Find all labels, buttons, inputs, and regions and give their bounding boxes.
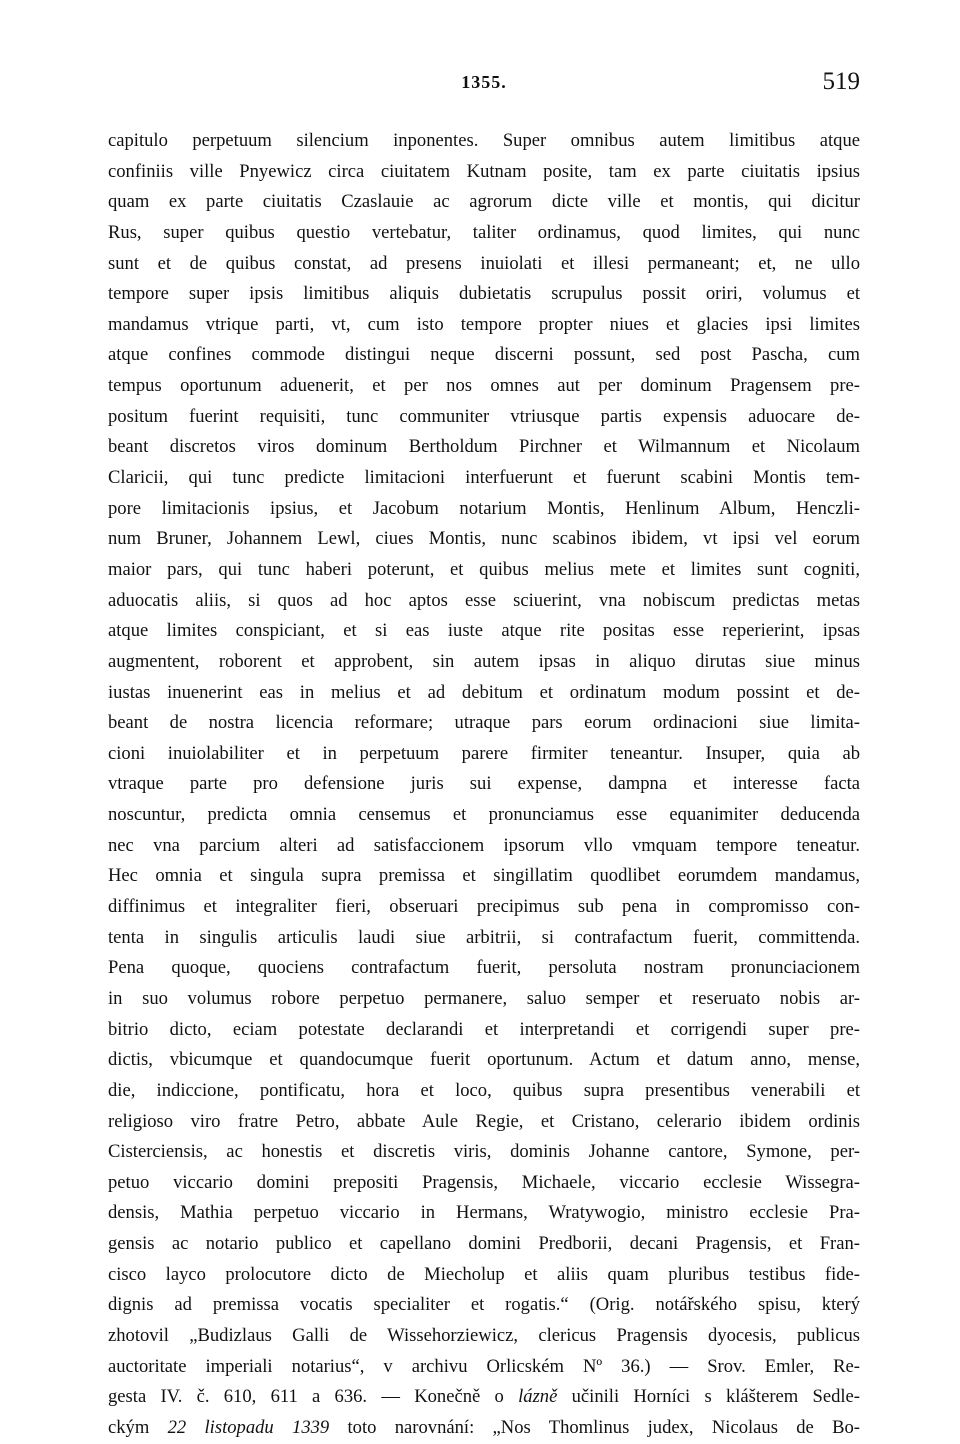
text-line: mandamus vtrique parti, vt, cum isto tempore propter niues et glacies ipsi limites [108, 313, 860, 335]
text-line: quam ex parte ciuitatis Czaslauie ac agrorum dicte ville et montis, qui dicitur [108, 191, 860, 213]
text-line: Cisterciensis, ac honestis et discretis viris, dominis Johanne cantore, Symone, per- [108, 1141, 860, 1163]
text-line: Rus, super quibus questio vertebatur, taliter ordinamus, quod limites, qui nunc [108, 221, 860, 243]
body-text [108, 126, 860, 1444]
text-line: diffinimus et integraliter fieri, obseruari precipimus sub pena in compromisso con- [108, 896, 860, 918]
text-line: in suo volumus robore perpetuo permanere, saluo semper et reseruato nobis ar- [108, 987, 860, 1009]
text-line: Claricii, qui tunc predicte limitacioni interfuerunt et fuerunt scabini Montis tem- [108, 467, 860, 489]
text-line: noscuntur, predicta omnia censemus et pronunciamus esse equanimiter deducenda [108, 804, 860, 826]
text-line [108, 1382, 860, 1413]
text-line: dignis ad premissa vocatis specialiter et rogatis.“ (Orig. notářského spisu, který [108, 1294, 860, 1316]
text-line: bitrio dicto, eciam potestate declarandi et interpretandi et corrigendi super pre- [108, 1018, 860, 1040]
text-line: tempore super ipsis limitibus aliquis dubietatis scrupulus possit oriri, volumus et [108, 283, 860, 305]
italic-date: 22 listopadu 1339 [167, 1416, 330, 1438]
text-run: učinili Horníci s klášterem Sedle- [557, 1386, 860, 1408]
text-line: beant de nostra licencia reformare; utraque pars eorum ordinacioni siue limita- [108, 712, 860, 734]
text-line: confiniis ville Pnyewicz circa ciuitatem Kutnam posite, tam ex parte ciuitatis ipsius [108, 160, 860, 182]
text-line: tenta in singulis articulis laudi siue arbitrii, si contrafactum fuerit, committenda. [108, 926, 860, 948]
text-run: gesta IV. č. 610, 611 a 636. — Konečně o [108, 1386, 519, 1408]
italic-place-name: lázně [518, 1386, 558, 1408]
text-line: die, indiccione, pontificatu, hora et loco, quibus supra presentibus venerabili et [108, 1079, 860, 1101]
text-line: dictis, vbicumque et quandocumque fuerit oportunum. Actum et datum anno, mense, [108, 1049, 860, 1071]
text-line: pore limitacionis ipsius, et Jacobum notarium Montis, Henlinum Album, Henczli- [108, 497, 860, 519]
text-line: auctoritate imperiali notarius“, v archivu Orlicském Nº 36.) — Srov. Emler, Re- [108, 1355, 860, 1377]
text-line: cioni inuiolabiliter et in perpetuum parere firmiter teneantur. Insuper, quia ab [108, 742, 860, 764]
page-header [108, 64, 860, 104]
text-line: densis, Mathia perpetuo viccario in Hermans, Wratywogio, ministro ecclesie Pra- [108, 1202, 860, 1224]
running-head-year: 1355. [461, 72, 507, 92]
text-line: augmentent, roborent et approbent, sin autem ipsas in aliquo dirutas siue minus [108, 650, 860, 672]
text-line: Pena quoque, quociens contrafactum fuerit, persoluta nostram pronunciacionem [108, 957, 860, 979]
text-line: num Bruner, Johannem Lewl, ciues Montis, nunc scabinos ibidem, vt ipsi vel eorum [108, 528, 860, 550]
text-line: petuo viccario domini prepositi Pragensis, Michaele, viccario ecclesie Wissegra- [108, 1171, 860, 1193]
text-line: positum fuerint requisiti, tunc communiter vtriusque partis expensis aduocare de- [108, 405, 860, 427]
text-line [108, 1413, 860, 1444]
text-line: tempus oportunum aduenerit, et per nos omnes aut per dominum Pragensem pre- [108, 375, 860, 397]
text-line: atque limites conspiciant, et si eas iuste atque rite positas esse reperierint, ipsas [108, 620, 860, 642]
text-line: cisco layco prolocutore dicto de Miecholup et aliis quam pluribus testibus fide- [108, 1263, 860, 1285]
text-line: nec vna parcium alteri ad satisfaccionem ipsorum vllo vmquam tempore teneatur. [108, 834, 860, 856]
text-line: iustas inuenerint eas in melius et ad debitum et ordinatum modum possint et de- [108, 681, 860, 703]
text-line: beant discretos viros dominum Bertholdum Pirchner et Wilmannum et Nicolaum [108, 436, 860, 458]
text-line: aduocatis aliis, si quos ad hoc aptos esse sciuerint, vna nobiscum predictas metas [108, 589, 860, 611]
text-line: vtraque parte pro defensione juris sui expense, dampna et interesse facta [108, 773, 860, 795]
text-line: gensis ac notario publico et capellano domini Predborii, decani Pragensis, et Fran- [108, 1233, 860, 1255]
text-line: maior pars, qui tunc haberi poterunt, et quibus melius mete et limites sunt cogniti, [108, 558, 860, 580]
page-number: 519 [822, 68, 860, 95]
text-line: sunt et de quibus constat, ad presens inuiolati et illesi permaneant; et, ne ullo [108, 252, 860, 274]
text-run: ckým [108, 1416, 168, 1438]
text-line: atque confines commode distingui neque discerni possunt, sed post Pascha, cum [108, 344, 860, 366]
text-line: Hec omnia et singula supra premissa et singillatim quodlibet eorumdem mandamus, [108, 865, 860, 887]
text-run: toto narovnání: „Nos Thomlinus judex, Nicolaus de Bo- [329, 1416, 860, 1438]
text-line: zhotovil „Budizlaus Galli de Wissehorziewicz, clericus Pragensis dyocesis, publicus [108, 1324, 860, 1346]
text-line: religioso viro fratre Petro, abbate Aule Regie, et Cristano, celerario ibidem ordinis [108, 1110, 860, 1132]
text-line: capitulo perpetuum silencium inponentes. Super omnibus autem limitibus atque [108, 130, 860, 151]
